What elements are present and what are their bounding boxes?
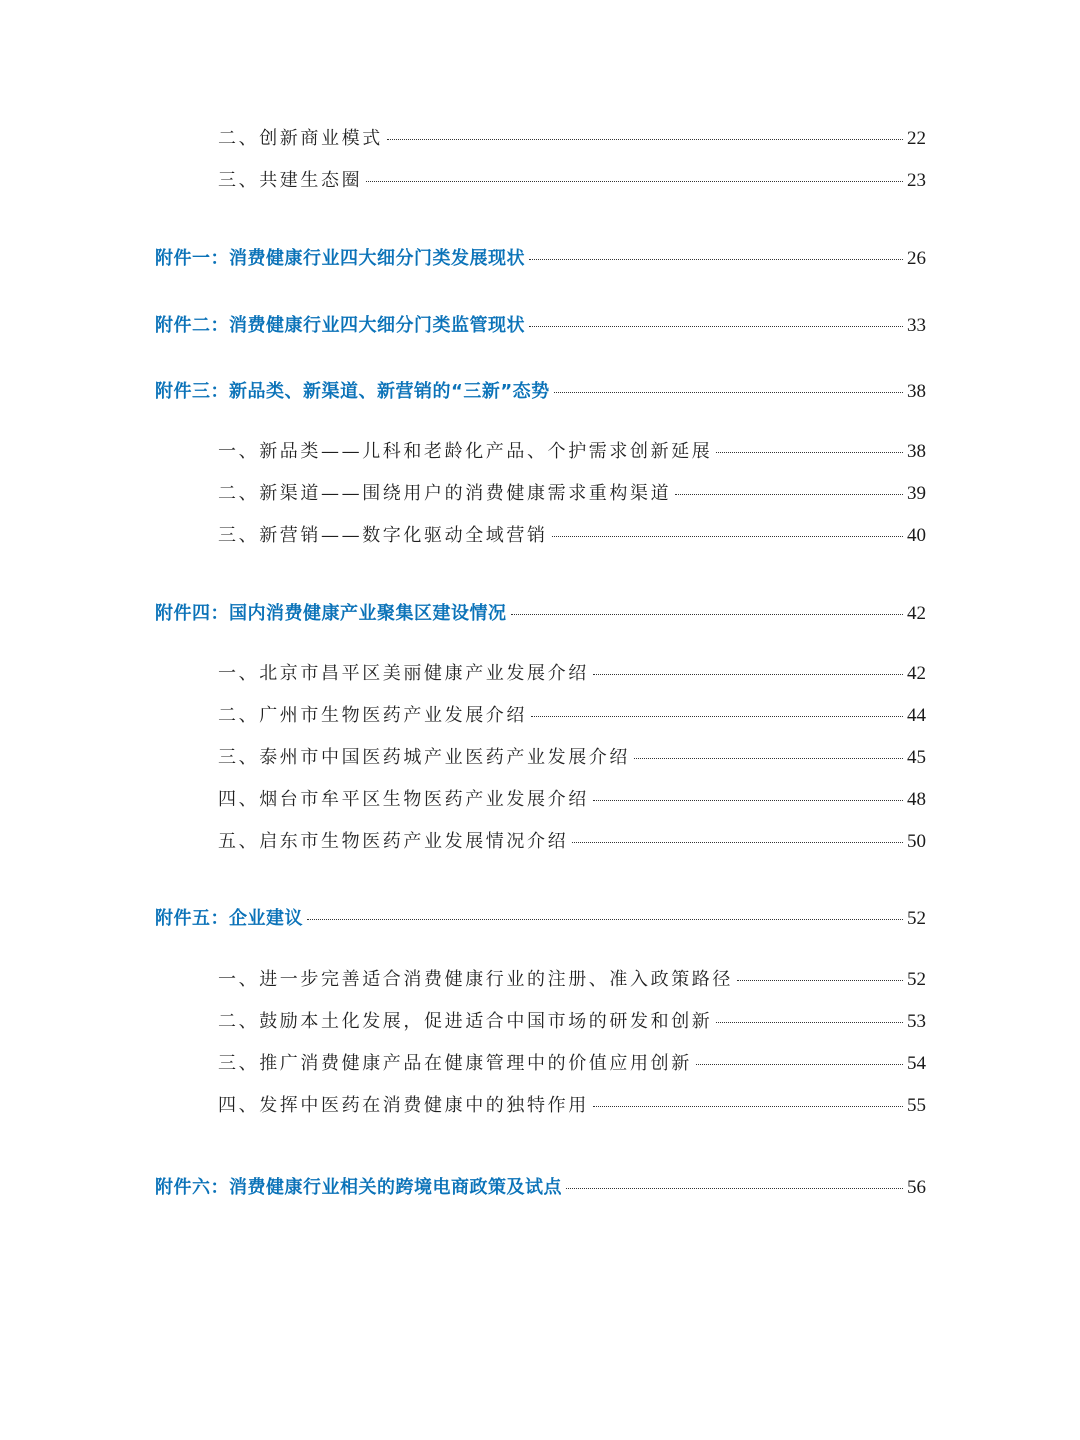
toc-entry-appendix[interactable] [155, 244, 926, 270]
toc-entry-title: 一、北京市昌平区美丽健康产业发展介绍 [218, 663, 589, 684]
dot-leader [593, 1106, 903, 1107]
toc-page-number: 33 [907, 315, 926, 336]
dot-leader [696, 1064, 903, 1065]
toc-entry-sub[interactable] [218, 1007, 926, 1033]
toc-page-number: 22 [907, 128, 926, 149]
toc-entry-appendix[interactable] [155, 599, 926, 625]
toc-entry-sub[interactable] [218, 743, 926, 769]
toc-entry-title: 附件四：国内消费健康产业聚集区建设情况 [155, 603, 507, 624]
toc-entry-sub[interactable] [218, 1091, 926, 1117]
dot-leader [552, 536, 903, 537]
toc-page-number: 42 [907, 603, 926, 624]
dot-leader [716, 1022, 903, 1023]
dot-leader [531, 716, 903, 717]
toc-page-number: 45 [907, 747, 926, 768]
toc-entry-appendix[interactable] [155, 377, 926, 403]
toc-entry-appendix[interactable] [155, 1173, 926, 1199]
dot-leader [634, 758, 903, 759]
toc-entry-title: 四、发挥中医药在消费健康中的独特作用 [218, 1095, 589, 1116]
toc-entry-sub[interactable] [218, 124, 926, 150]
dot-leader [593, 800, 903, 801]
dot-leader [675, 494, 903, 495]
toc-entry-title: 附件六：消费健康行业相关的跨境电商政策及试点 [155, 1177, 562, 1198]
toc-entry-sub[interactable] [218, 827, 926, 853]
toc-page-number: 26 [907, 248, 926, 269]
toc-entry-title: 四、烟台市牟平区生物医药产业发展介绍 [218, 789, 589, 810]
toc-entry-title: 一、进一步完善适合消费健康行业的注册、准入政策路径 [218, 969, 733, 990]
toc-page-number: 52 [907, 908, 926, 929]
toc-entry-sub[interactable] [218, 1049, 926, 1075]
toc-page-number: 55 [907, 1095, 926, 1116]
dot-leader [737, 980, 903, 981]
toc-entry-appendix[interactable] [155, 904, 926, 930]
toc-page-number: 54 [907, 1053, 926, 1074]
dot-leader [529, 259, 903, 260]
dot-leader [366, 181, 903, 182]
toc-entry-title: 三、共建生态圈 [218, 170, 363, 191]
toc-entry-sub[interactable] [218, 785, 926, 811]
toc-entry-sub[interactable] [218, 701, 926, 727]
toc-page-number: 38 [907, 441, 926, 462]
toc-page-number: 50 [907, 831, 926, 852]
toc-entry-sub[interactable] [218, 965, 926, 991]
toc-page-number: 39 [907, 483, 926, 504]
toc-entry-title: 附件二：消费健康行业四大细分门类监管现状 [155, 315, 525, 336]
toc-entry-title: 附件五：企业建议 [155, 908, 303, 929]
toc-entry-sub[interactable] [218, 479, 926, 505]
toc-entry-sub[interactable] [218, 521, 926, 547]
toc-entry-sub[interactable] [218, 437, 926, 463]
toc-entry-title: 五、启东市生物医药产业发展情况介绍 [218, 831, 569, 852]
dot-leader [716, 452, 903, 453]
toc-page-number: 44 [907, 705, 926, 726]
toc-page-number: 38 [907, 381, 926, 402]
dot-leader [307, 919, 903, 920]
toc-entry-title: 三、新营销——数字化驱动全域营销 [218, 525, 548, 546]
dot-leader [566, 1188, 903, 1189]
toc-page-number: 53 [907, 1011, 926, 1032]
toc-entry-title: 三、推广消费健康产品在健康管理中的价值应用创新 [218, 1053, 692, 1074]
toc-entry-title: 二、广州市生物医药产业发展介绍 [218, 705, 527, 726]
toc-entry-title: 二、创新商业模式 [218, 128, 383, 149]
dot-leader [387, 139, 903, 140]
toc-entry-appendix[interactable] [155, 311, 926, 337]
toc-entry-title: 附件一：消费健康行业四大细分门类发展现状 [155, 248, 525, 269]
toc-page-number: 56 [907, 1177, 926, 1198]
toc-entry-title: 二、鼓励本土化发展，促进适合中国市场的研发和创新 [218, 1011, 713, 1032]
dot-leader [593, 674, 903, 675]
toc-entry-sub[interactable] [218, 166, 926, 192]
toc-page-number: 42 [907, 663, 926, 684]
toc-entry-title: 三、泰州市中国医药城产业医药产业发展介绍 [218, 747, 630, 768]
toc-page-number: 52 [907, 969, 926, 990]
dot-leader [554, 392, 903, 393]
toc-entry-title: 一、新品类——儿科和老龄化产品、个护需求创新延展 [218, 441, 713, 462]
toc-entry-sub[interactable] [218, 659, 926, 685]
dot-leader [529, 326, 903, 327]
toc-page-number: 23 [907, 170, 926, 191]
toc-entry-title: 附件三：新品类、新渠道、新营销的“三新”态势 [155, 381, 550, 402]
toc-page-number: 48 [907, 789, 926, 810]
toc-page-number: 40 [907, 525, 926, 546]
toc-entry-title: 二、新渠道——围绕用户的消费健康需求重构渠道 [218, 483, 672, 504]
dot-leader [511, 614, 904, 615]
dot-leader [572, 842, 903, 843]
